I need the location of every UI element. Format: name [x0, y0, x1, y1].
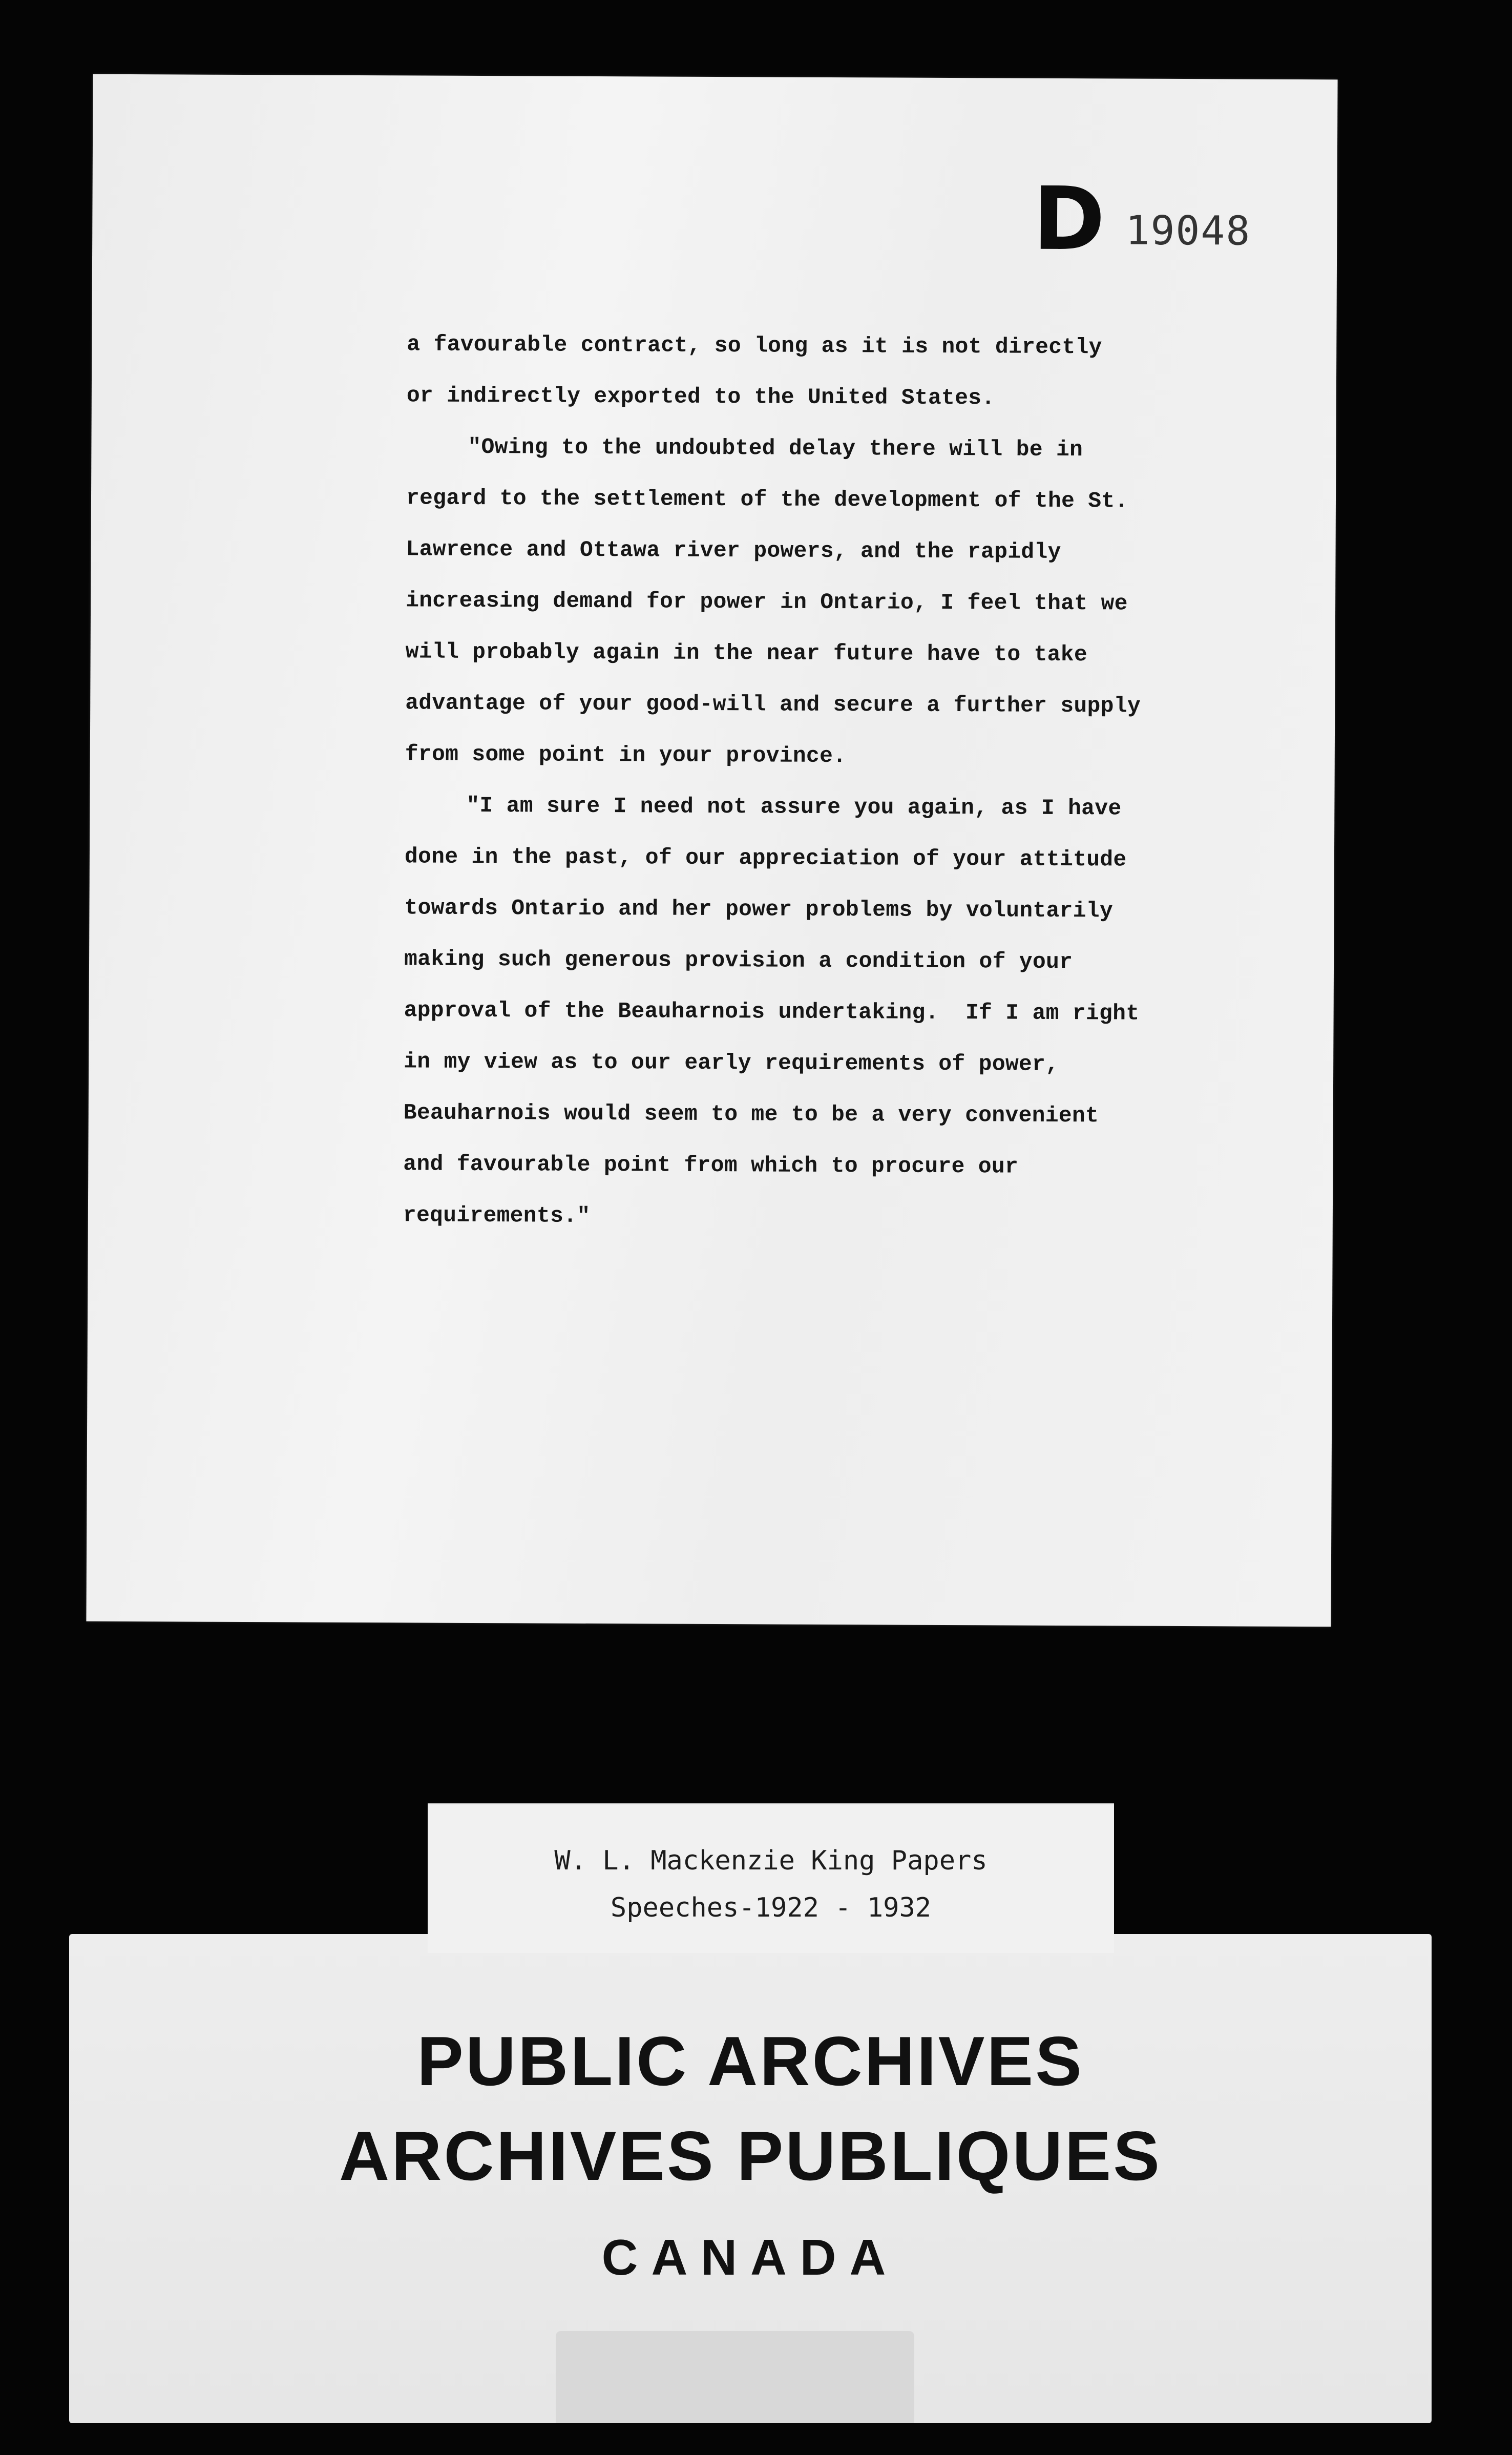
text-line: "Owing to the undoubted delay there will be in: [468, 434, 1083, 463]
text-line: requirements.": [403, 1202, 591, 1229]
document-id-mark: [1033, 168, 1251, 271]
text-line: regard to the settlement of the development of the St.: [406, 485, 1128, 514]
text-line: increasing demand for power in Ontario, I feel that we: [406, 588, 1128, 616]
collection-series: Speeches-1922 - 1932: [610, 1892, 932, 1923]
archives-title-english: PUBLIC ARCHIVES: [417, 2022, 1084, 2100]
collection-label: [428, 1803, 1114, 1953]
typed-letter-body: [403, 319, 1247, 1244]
paragraph-2: [405, 421, 1247, 783]
text-line: Beauharnois would seem to me to be a very convenient: [403, 1100, 1099, 1129]
text-line: will probably again in the near future have to take: [405, 639, 1088, 668]
text-line: "I am sure I need not assure you again, as I have: [466, 793, 1122, 821]
paragraph-1: [407, 319, 1247, 425]
card-tab: [556, 2331, 914, 2423]
text-line: Lawrence and Ottawa river powers, and the rapidly: [406, 536, 1061, 565]
text-line: or indirectly exported to the United States.: [406, 383, 995, 411]
archives-country: CANADA: [601, 2229, 899, 2285]
collection-name: W. L. Mackenzie King Papers: [554, 1845, 988, 1876]
archives-card: [69, 1934, 1432, 2423]
paragraph-3: [403, 780, 1245, 1244]
text-line: a favourable contract, so long as it is not directly: [407, 331, 1102, 360]
text-line: making such generous provision a condition of your: [404, 946, 1073, 975]
text-line: and favourable point from which to procure our: [403, 1151, 1019, 1179]
text-line: advantage of your good-will and secure a further supply: [405, 690, 1141, 719]
archives-title-french: ARCHIVES PUBLIQUES: [339, 2117, 1162, 2195]
text-line: approval of the Beauharnois undertaking. If I am right: [404, 997, 1140, 1026]
document-number: 19048: [1125, 207, 1251, 255]
text-line: done in the past, of our appreciation of your attitude: [404, 844, 1127, 872]
text-line: towards Ontario and her power problems by voluntarily: [404, 895, 1114, 924]
document-series-letter: D: [1033, 168, 1106, 271]
text-line: from some point in your province.: [405, 741, 847, 769]
document-page: [86, 74, 1337, 1627]
text-line: in my view as to our early requirements of power,: [404, 1049, 1059, 1077]
